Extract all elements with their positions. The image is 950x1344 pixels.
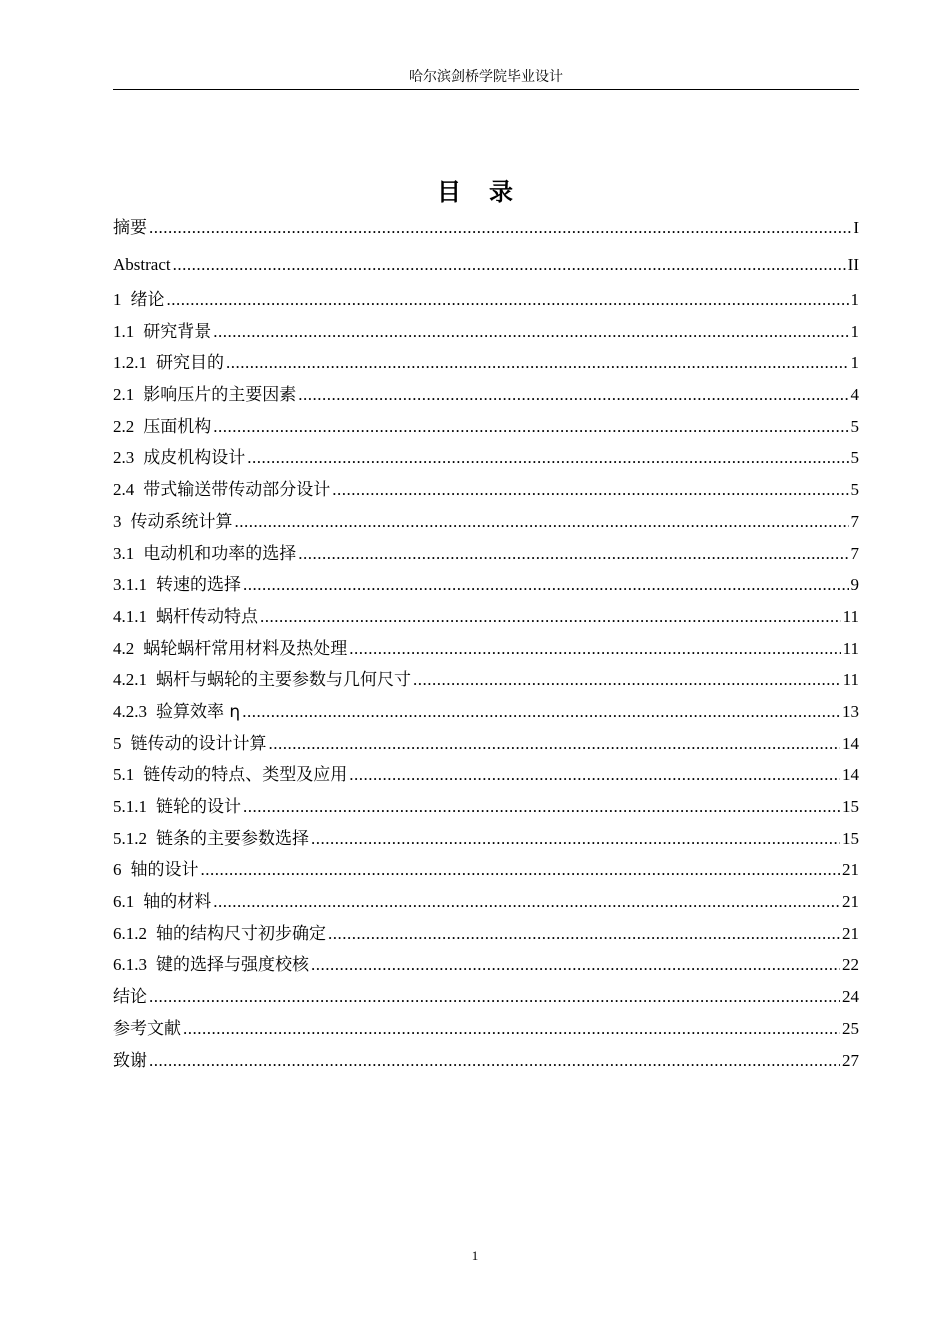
toc-entry[interactable] [113,538,859,570]
toc-entry[interactable] [113,981,859,1013]
toc-entry-number: 4.2.3 [113,701,147,721]
toc-entry-page: 5 [850,416,859,436]
toc-entry-number: 2.2 [113,416,135,436]
toc-entry-title: 蜗轮蜗杆常用材料及热处理 [143,638,348,659]
toc-dot-leader [173,246,846,284]
toc-entry-title: 影响压片的主要因素 [143,385,297,406]
toc-entry-title: 链传动的设计计算 [130,733,267,754]
toc-entry-number: 3.1.1 [113,575,147,595]
toc-dot-leader [298,538,848,570]
toc-dot-leader [349,633,840,665]
toc-entry-title: 摘要 [113,218,147,238]
toc-entry[interactable] [113,506,859,538]
toc-entry[interactable] [113,569,859,601]
toc-dot-leader [269,728,841,760]
toc-entry-page: 15 [842,828,859,848]
toc-entry[interactable] [113,284,859,316]
toc-entry-title: 轴的材料 [143,892,212,913]
toc-entry-number: 3 [113,511,122,531]
toc-entry-page: 11 [842,670,859,690]
toc-entry-page: I [853,218,859,237]
toc-entry[interactable] [113,633,859,665]
toc-entry-number: 1.2.1 [113,353,147,373]
toc-entry[interactable] [113,316,859,348]
toc-entry-page: II [847,255,859,274]
toc-entry-page: 14 [842,765,859,785]
toc-entry-title: 轴的结构尺寸初步确定 [156,923,326,944]
toc-dot-leader [235,506,849,538]
page-title: 目录 [437,178,541,206]
toc-dot-leader [183,1013,840,1045]
toc-entry[interactable] [113,949,859,981]
toc-entry[interactable] [113,1045,859,1077]
toc-entry-number: 5.1.1 [113,797,147,816]
toc-entry-title: 蜗杆传动特点 [156,606,258,627]
toc-entry-title: 转速的选择 [156,575,241,596]
toc-entry-page: 1 [850,290,859,309]
toc-entry[interactable] [113,728,859,760]
toc-dot-leader [149,981,840,1013]
toc-dot-leader [149,1045,840,1077]
toc-entry-page: 1 [850,353,859,373]
toc-entry[interactable] [113,854,859,886]
toc-entry-page: 21 [842,892,859,912]
toc-entry[interactable] [113,442,859,474]
toc-entry-title: Abstract [113,255,171,274]
toc-entry-page: 5 [850,480,859,500]
toc-entry-title: 绪论 [130,290,165,310]
toc-dot-leader [298,379,848,411]
toc-entry-number: 1 [113,290,122,309]
toc-entry[interactable] [113,886,859,918]
toc-entry[interactable] [113,411,859,443]
toc-dot-leader [213,886,840,918]
toc-entry-number: 6 [113,860,122,880]
toc-entry-title: 研究背景 [143,321,212,342]
toc-entry-page: 25 [842,1018,859,1038]
toc-entry-number: 4.2 [113,638,135,658]
toc-entry-title: 键的选择与强度校核 [156,955,309,976]
toc-entry[interactable] [113,918,859,950]
toc-entry-number: 2.1 [113,385,135,405]
toc-entry-page: 4 [850,385,859,405]
toc-entry-number: 5 [113,733,122,753]
toc-entry-page: 5 [850,448,859,468]
toc-entry[interactable] [113,791,859,823]
toc-entry-page: 9 [850,575,859,595]
toc-entry-page: 7 [850,543,859,563]
toc-dot-leader [311,823,840,855]
toc-entry-title: 链传动的特点、类型及应用 [143,765,348,786]
toc-dot-leader [328,918,840,950]
toc-entry[interactable] [113,759,859,791]
toc-dot-leader [167,284,849,316]
toc-entry-title: 成皮机构设计 [143,448,246,469]
table-of-contents [113,210,859,1076]
toc-dot-leader [311,949,840,981]
toc-entry-page: 21 [842,923,859,943]
toc-entry-number: 6.1 [113,892,135,912]
toc-entry-number: 4.1.1 [113,606,147,626]
toc-entry-number: 3.1 [113,543,135,563]
toc-entry-number: 5.1 [113,765,135,785]
toc-entry-title: 结论 [113,987,147,1008]
toc-entry-number: 5.1.2 [113,828,147,848]
toc-entry[interactable] [113,474,859,506]
toc-dot-leader [413,664,841,696]
toc-dot-leader [226,347,849,379]
toc-entry[interactable] [113,246,859,284]
toc-entry-page: 14 [842,733,859,753]
toc-entry-title: 链轮的设计 [156,797,241,817]
toc-entry-number: 4.2.1 [113,670,147,690]
toc-dot-leader [213,411,848,443]
page-number: 1 [471,1248,479,1263]
toc-entry-page: 24 [842,987,859,1007]
toc-entry-title: 轴的设计 [130,860,199,881]
toc-entry-title: 蜗杆与蜗轮的主要参数与几何尺寸 [156,670,411,691]
toc-entry[interactable] [113,379,859,411]
toc-entry-page: 22 [842,955,859,975]
toc-entry-number: 2.4 [113,480,135,500]
toc-dot-leader [242,696,840,728]
toc-entry-page: 15 [842,797,859,816]
toc-entry-title: 验算效率 η [156,701,241,722]
toc-entry-title: 参考文献 [113,1018,181,1039]
toc-entry-page: 13 [842,701,859,721]
toc-entry-title: 传动系统计算 [130,511,233,532]
toc-entry-title: 研究目的 [156,353,224,374]
toc-entry-page: 11 [842,606,859,626]
toc-entry-page: 21 [842,860,859,880]
toc-dot-leader [260,601,841,633]
toc-entry-number: 1.1 [113,321,135,341]
toc-entry[interactable] [113,696,859,728]
toc-dot-leader [201,854,841,886]
toc-entry-page: 1 [850,321,859,341]
toc-dot-leader [332,474,848,506]
toc-dot-leader [213,316,848,348]
toc-entry[interactable] [113,347,859,379]
toc-entry[interactable] [113,664,859,696]
toc-entry-number: 6.1.2 [113,923,147,943]
toc-dot-leader [243,569,849,601]
toc-dot-leader [247,442,848,474]
toc-entry[interactable] [113,210,859,246]
toc-entry[interactable] [113,1013,859,1045]
toc-dot-leader [243,791,840,823]
toc-dot-leader [349,759,840,791]
toc-entry[interactable] [113,823,859,855]
toc-entry-title: 致谢 [113,1050,147,1071]
toc-entry[interactable] [113,601,859,633]
toc-entry-page: 7 [850,511,859,531]
page-header: 哈尔滨剑桥学院毕业设计 [113,66,859,90]
toc-entry-page: 27 [842,1050,859,1070]
toc-entry-title: 链条的主要参数选择 [156,828,309,849]
toc-dot-leader [149,210,851,246]
toc-entry-title: 电动机和功率的选择 [143,543,297,564]
toc-entry-title: 压面机构 [143,416,212,437]
toc-entry-page: 11 [842,638,859,658]
toc-entry-title: 带式输送带传动部分设计 [143,480,331,501]
toc-entry-number: 2.3 [113,448,135,468]
toc-entry-number: 6.1.3 [113,955,147,975]
